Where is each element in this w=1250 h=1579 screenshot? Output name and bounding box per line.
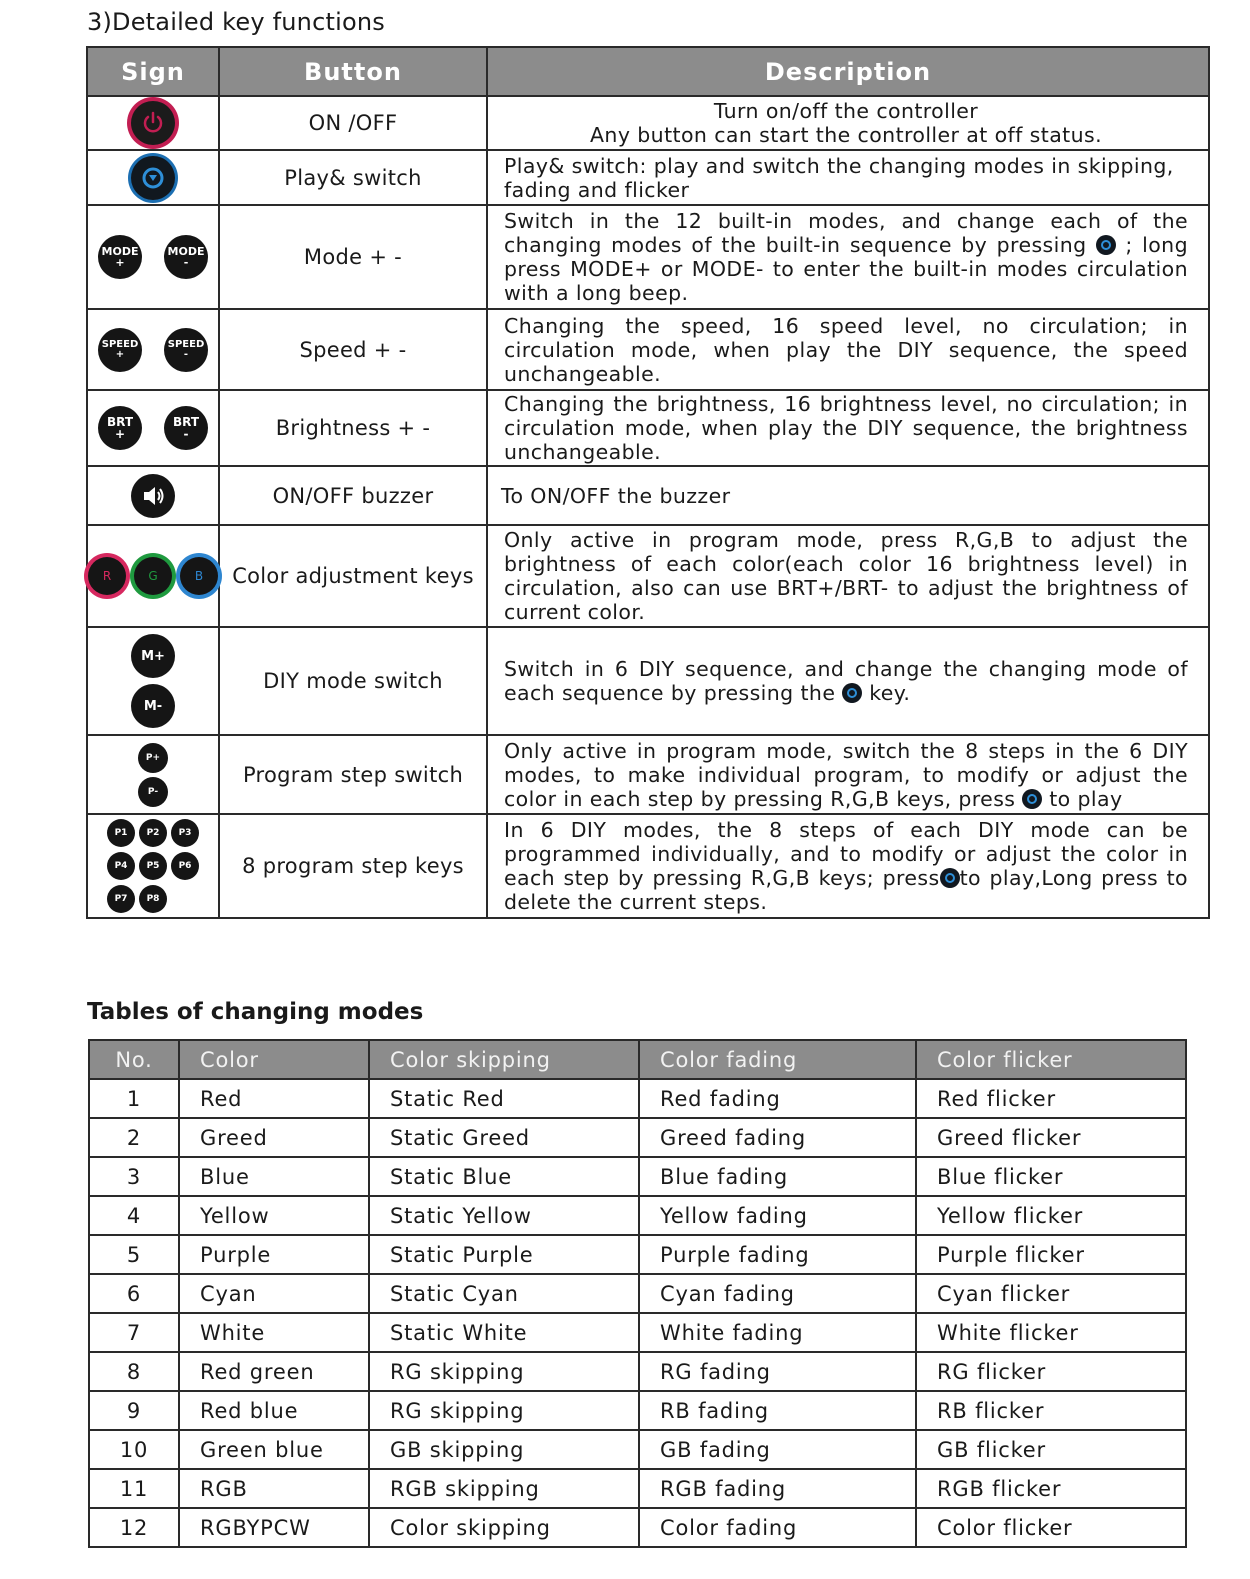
modes-header-row xyxy=(89,1040,1186,1079)
header-color: Color xyxy=(179,1040,369,1079)
cell-color: RGB xyxy=(179,1469,369,1508)
button-name: ON /OFF xyxy=(219,96,487,150)
cell-no: 7 xyxy=(89,1313,179,1352)
key-row-program-step xyxy=(87,735,1209,814)
description: Play& switch: play and switch the changing modes in skipping, fading and flicker xyxy=(487,150,1209,205)
header-sign: Sign xyxy=(87,47,219,96)
description: Switch in 6 DIY sequence, and change the changing mode of each sequence by pressing the key. xyxy=(487,627,1209,735)
description: In 6 DIY modes, the 8 steps of each DIY mode can be programmed individually, and to modify or adjust the color in each step by pressing R,G,B keys; press to play,Long press to delete the current steps. xyxy=(487,814,1209,918)
cell-no: 4 xyxy=(89,1196,179,1235)
cell-color: Cyan xyxy=(179,1274,369,1313)
p-minus-icon: P- xyxy=(138,777,168,807)
table-row xyxy=(89,1196,1186,1235)
play-switch-icon xyxy=(1096,235,1116,255)
sign-cell xyxy=(87,309,219,390)
cell-skipping: RG skipping xyxy=(369,1391,639,1430)
cell-skipping: Static Blue xyxy=(369,1157,639,1196)
key-row-speed xyxy=(87,309,1209,390)
cell-no: 6 xyxy=(89,1274,179,1313)
description: Switch in the 12 built-in modes, and change each of the changing modes of the built-in sequence by pressing ; long press MODE+ or MODE- to enter the built-in modes circulation with a long beep. xyxy=(487,205,1209,309)
cell-no: 5 xyxy=(89,1235,179,1274)
button-name: Brightness + - xyxy=(219,390,487,466)
speed-minus-icon: SPEED - xyxy=(164,328,208,372)
sign-cell xyxy=(87,205,219,309)
key-row-mode xyxy=(87,205,1209,309)
cell-color: Green blue xyxy=(179,1430,369,1469)
m-minus-icon: M- xyxy=(131,684,175,728)
cell-no: 9 xyxy=(89,1391,179,1430)
table-row xyxy=(89,1391,1186,1430)
header-button: Button xyxy=(219,47,487,96)
button-name: Color adjustment keys xyxy=(219,525,487,627)
mode-plus-icon: MODE + xyxy=(98,235,142,279)
cell-color: Yellow xyxy=(179,1196,369,1235)
red-key-icon: R xyxy=(88,557,126,595)
table-row xyxy=(89,1235,1186,1274)
button-name: Mode + - xyxy=(219,205,487,309)
header-no: No. xyxy=(89,1040,179,1079)
step-keys-grid xyxy=(88,819,218,913)
description: Only active in program mode, press R,G,B to adjust the brightness of each color(each color 16 brightness level) in circulation, also can use BRT+/BRT- to adjust the brightness of current color. xyxy=(487,525,1209,627)
cell-flicker: RGB flicker xyxy=(916,1469,1186,1508)
table-row xyxy=(89,1118,1186,1157)
table-row xyxy=(89,1508,1186,1547)
p6-icon: P6 xyxy=(171,852,199,880)
sign-cell xyxy=(87,735,219,814)
cell-fading: Yellow fading xyxy=(639,1196,916,1235)
cell-no: 1 xyxy=(89,1079,179,1118)
cell-skipping: Static Purple xyxy=(369,1235,639,1274)
cell-fading: RG fading xyxy=(639,1352,916,1391)
button-name: Program step switch xyxy=(219,735,487,814)
table-row xyxy=(89,1313,1186,1352)
table-row xyxy=(89,1079,1186,1118)
speed-plus-icon: SPEED + xyxy=(98,328,142,372)
buzzer-icon xyxy=(131,474,175,518)
header-description: Description xyxy=(487,47,1209,96)
modes-table-title: Tables of changing modes xyxy=(87,999,424,1025)
cell-fading: Blue fading xyxy=(639,1157,916,1196)
cell-fading: Purple fading xyxy=(639,1235,916,1274)
cell-flicker: Yellow flicker xyxy=(916,1196,1186,1235)
header-flicker: Color flicker xyxy=(916,1040,1186,1079)
cell-color: Red blue xyxy=(179,1391,369,1430)
key-row-play-switch xyxy=(87,150,1209,205)
brightness-minus-icon: BRT - xyxy=(164,406,208,450)
cell-flicker: Cyan flicker xyxy=(916,1274,1186,1313)
cell-skipping: Static Red xyxy=(369,1079,639,1118)
cell-no: 3 xyxy=(89,1157,179,1196)
play-switch-icon xyxy=(131,156,175,200)
cell-no: 11 xyxy=(89,1469,179,1508)
cell-skipping: Color skipping xyxy=(369,1508,639,1547)
play-switch-icon xyxy=(1022,789,1042,809)
table-row xyxy=(89,1469,1186,1508)
p2-icon: P2 xyxy=(139,819,167,847)
key-functions-table xyxy=(86,46,1210,919)
description: Turn on/off the controller Any button can start the controller at off status. xyxy=(487,96,1209,150)
changing-modes-table xyxy=(88,1039,1187,1548)
brightness-plus-icon: BRT + xyxy=(98,406,142,450)
p7-icon: P7 xyxy=(107,885,135,913)
cell-flicker: RB flicker xyxy=(916,1391,1186,1430)
cell-flicker: GB flicker xyxy=(916,1430,1186,1469)
cell-no: 12 xyxy=(89,1508,179,1547)
p5-icon: P5 xyxy=(139,852,167,880)
sign-cell xyxy=(87,390,219,466)
cell-color: Red xyxy=(179,1079,369,1118)
cell-fading: Greed fading xyxy=(639,1118,916,1157)
button-name: ON/OFF buzzer xyxy=(219,466,487,525)
cell-skipping: RGB skipping xyxy=(369,1469,639,1508)
key-table-header xyxy=(87,47,1209,96)
cell-color: Red green xyxy=(179,1352,369,1391)
cell-skipping: Static Cyan xyxy=(369,1274,639,1313)
key-row-brightness xyxy=(87,390,1209,466)
key-row-diy-mode xyxy=(87,627,1209,735)
button-name: DIY mode switch xyxy=(219,627,487,735)
p8-icon: P8 xyxy=(139,885,167,913)
p1-icon: P1 xyxy=(107,819,135,847)
description: Only active in program mode, switch the 8 steps in the 6 DIY modes, to make individual program, to modify or adjust the color in each step by pressing R,G,B keys, press to play xyxy=(487,735,1209,814)
key-row-step-keys xyxy=(87,814,1209,918)
power-icon xyxy=(131,101,175,145)
modes-table-body xyxy=(89,1079,1186,1547)
cell-fading: GB fading xyxy=(639,1430,916,1469)
key-row-buzzer xyxy=(87,466,1209,525)
section-title: 3)Detailed key functions xyxy=(87,8,385,36)
m-plus-icon: M+ xyxy=(131,634,175,678)
sign-cell xyxy=(87,466,219,525)
button-name: Speed + - xyxy=(219,309,487,390)
table-row xyxy=(89,1274,1186,1313)
description: Changing the brightness, 16 brightness level, no circulation; in circulation mode, when play the DIY sequence, the brightness unchangeable. xyxy=(487,390,1209,466)
sign-cell xyxy=(87,627,219,735)
p-plus-icon: P+ xyxy=(138,743,168,773)
cell-color: Blue xyxy=(179,1157,369,1196)
cell-fading: RGB fading xyxy=(639,1469,916,1508)
cell-fading: Red fading xyxy=(639,1079,916,1118)
button-name: Play& switch xyxy=(219,150,487,205)
cell-skipping: Static Yellow xyxy=(369,1196,639,1235)
cell-skipping: RG skipping xyxy=(369,1352,639,1391)
sign-cell xyxy=(87,96,219,150)
key-row-on-off xyxy=(87,96,1209,150)
cell-flicker: Color flicker xyxy=(916,1508,1186,1547)
cell-color: Purple xyxy=(179,1235,369,1274)
header-fading: Color fading xyxy=(639,1040,916,1079)
cell-no: 8 xyxy=(89,1352,179,1391)
cell-flicker: Purple flicker xyxy=(916,1235,1186,1274)
sign-cell xyxy=(87,150,219,205)
cell-no: 10 xyxy=(89,1430,179,1469)
cell-no: 2 xyxy=(89,1118,179,1157)
cell-skipping: GB skipping xyxy=(369,1430,639,1469)
cell-flicker: RG flicker xyxy=(916,1352,1186,1391)
p3-icon: P3 xyxy=(171,819,199,847)
play-switch-icon xyxy=(842,683,862,703)
cell-flicker: White flicker xyxy=(916,1313,1186,1352)
cell-skipping: Static Greed xyxy=(369,1118,639,1157)
cell-skipping: Static White xyxy=(369,1313,639,1352)
description: To ON/OFF the buzzer xyxy=(487,466,1209,525)
cell-fading: Cyan fading xyxy=(639,1274,916,1313)
p4-icon: P4 xyxy=(107,852,135,880)
cell-fading: RB fading xyxy=(639,1391,916,1430)
header-skipping: Color skipping xyxy=(369,1040,639,1079)
cell-flicker: Greed flicker xyxy=(916,1118,1186,1157)
mode-minus-icon: MODE - xyxy=(164,235,208,279)
button-name: 8 program step keys xyxy=(219,814,487,918)
cell-color: White xyxy=(179,1313,369,1352)
table-row xyxy=(89,1157,1186,1196)
blue-key-icon: B xyxy=(180,557,218,595)
sign-cell xyxy=(87,525,219,627)
cell-color: Greed xyxy=(179,1118,369,1157)
sign-cell xyxy=(87,814,219,918)
cell-flicker: Blue flicker xyxy=(916,1157,1186,1196)
cell-flicker: Red flicker xyxy=(916,1079,1186,1118)
table-row xyxy=(89,1430,1186,1469)
description: Changing the speed, 16 speed level, no circulation; in circulation mode, when play the DIY sequence, the speed unchangeable. xyxy=(487,309,1209,390)
key-row-color-adjust xyxy=(87,525,1209,627)
cell-fading: Color fading xyxy=(639,1508,916,1547)
play-switch-icon xyxy=(940,868,960,888)
green-key-icon: G xyxy=(134,557,172,595)
cell-fading: White fading xyxy=(639,1313,916,1352)
table-row xyxy=(89,1352,1186,1391)
cell-color: RGBYPCW xyxy=(179,1508,369,1547)
